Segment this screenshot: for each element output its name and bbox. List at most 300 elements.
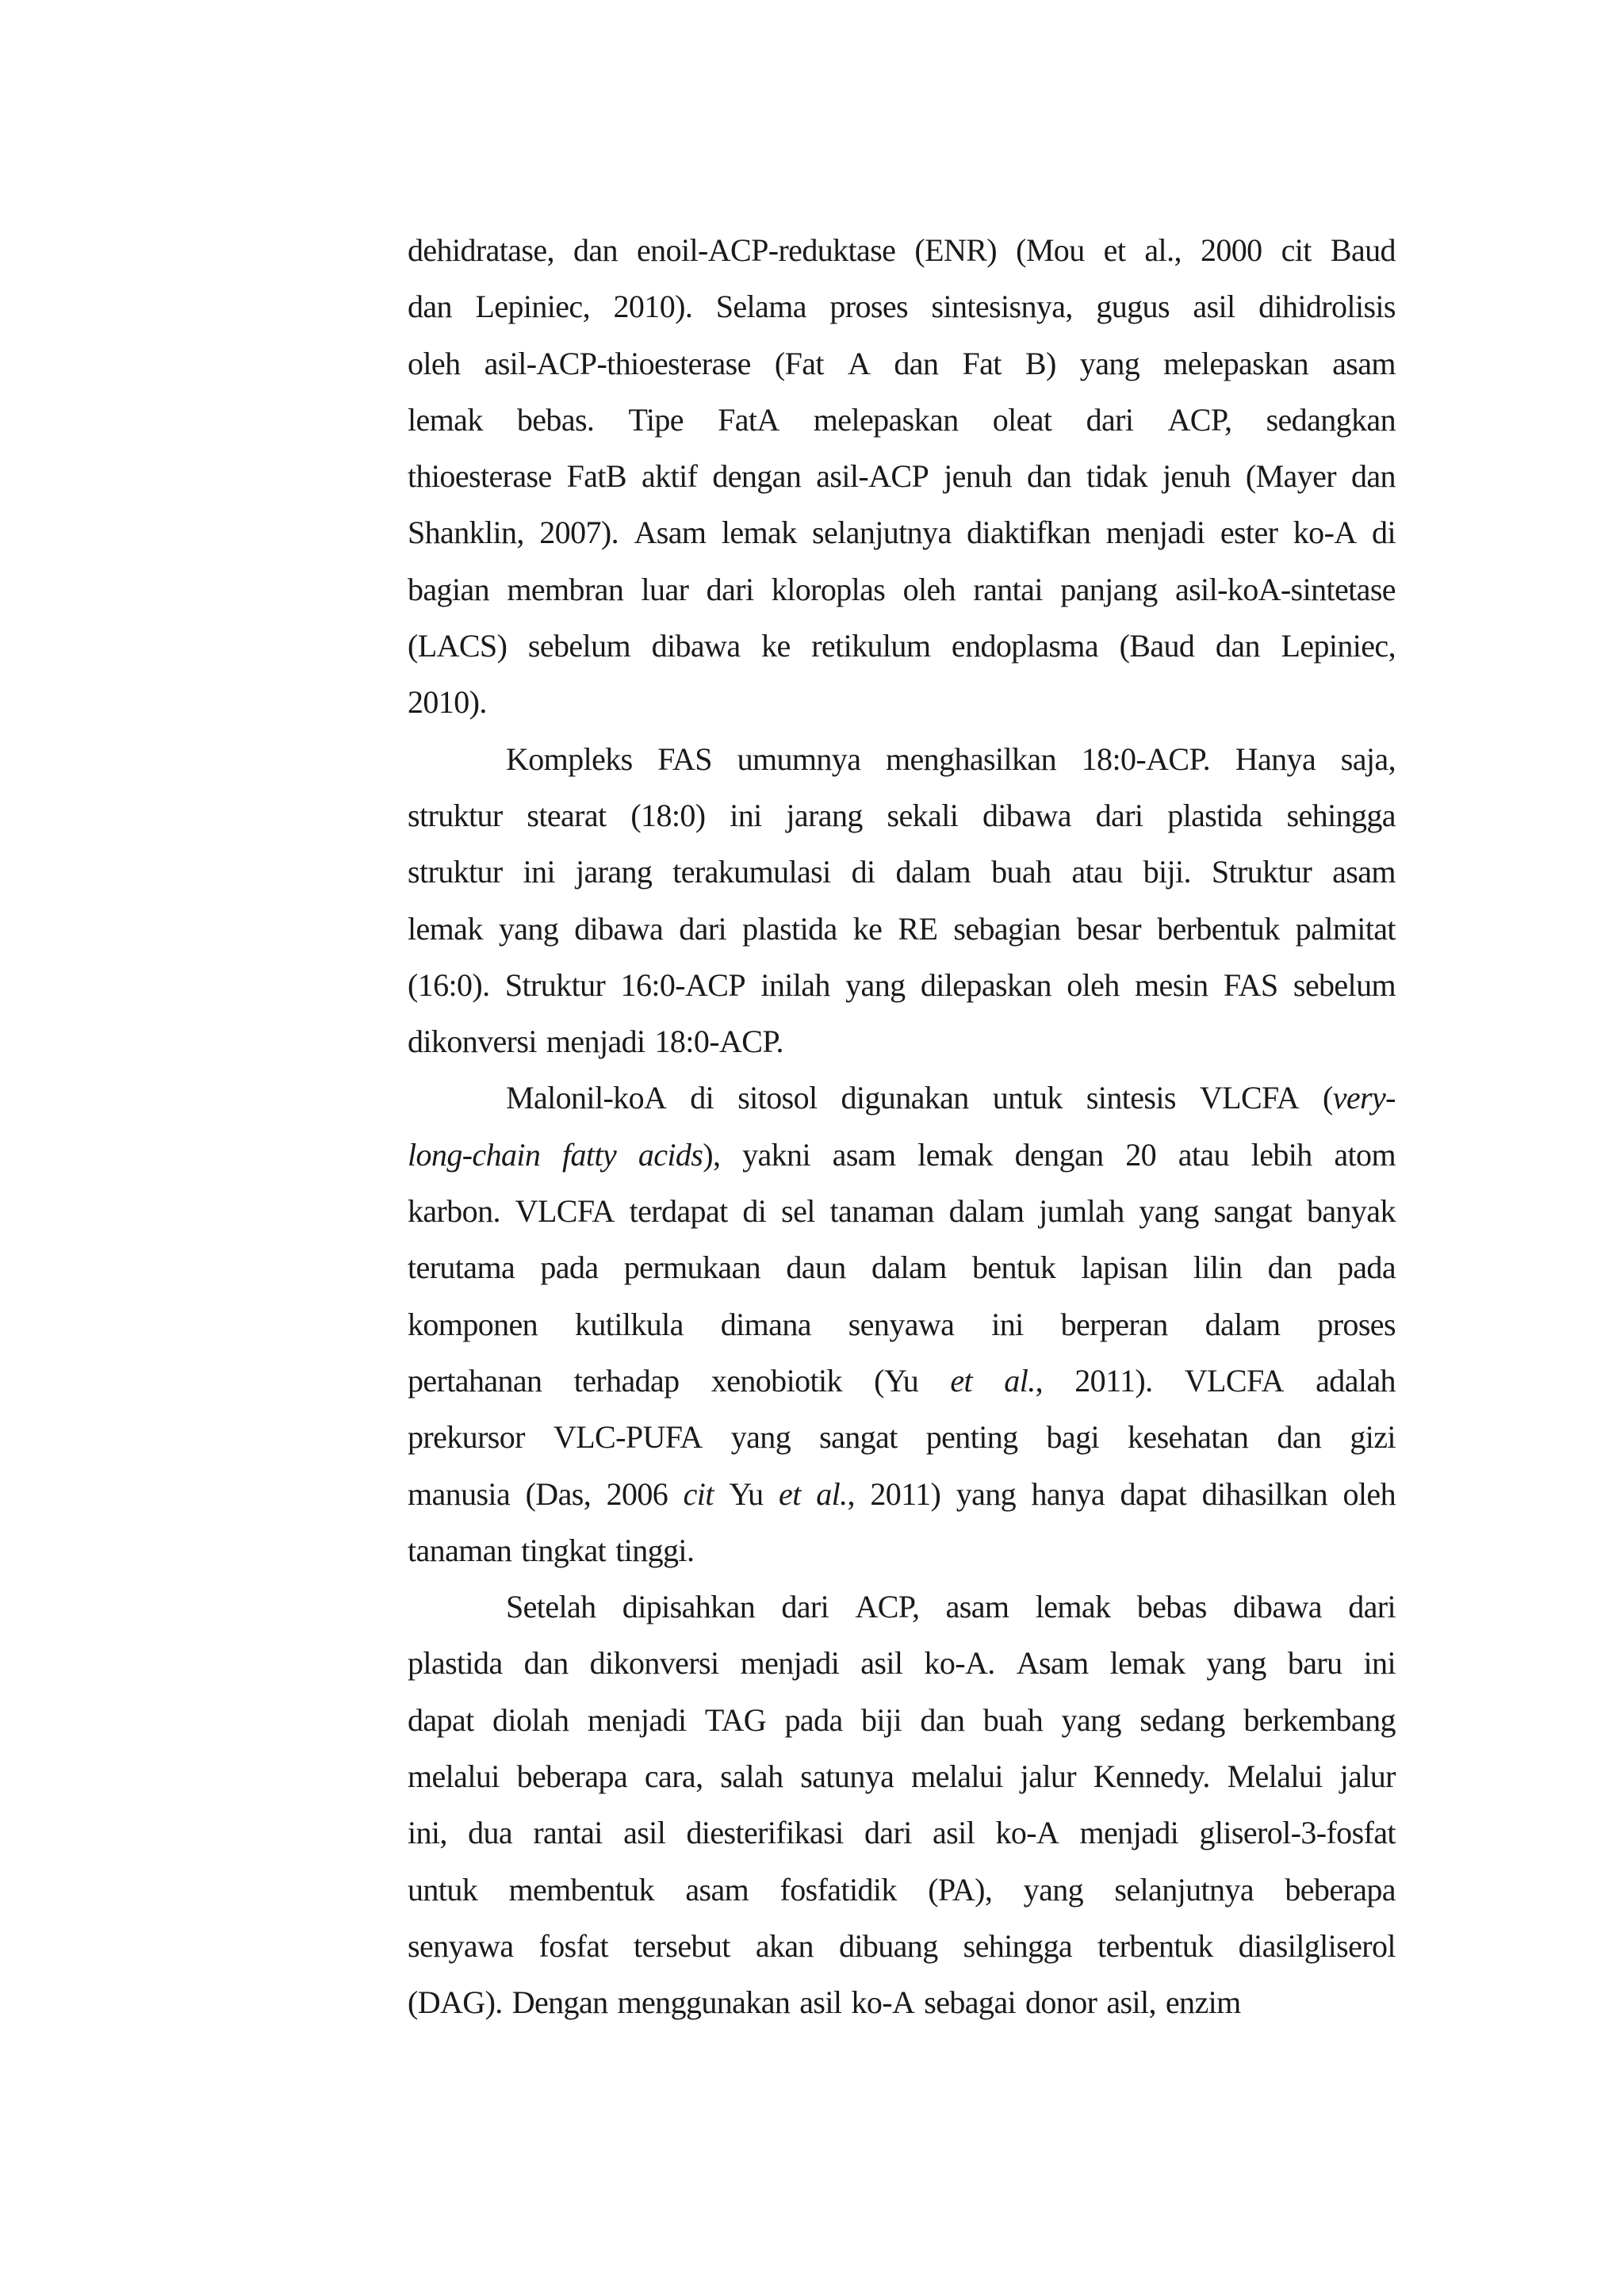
text-fragment: VLC-PUFA: [553, 1419, 703, 1456]
word: [408, 1692, 474, 1748]
text-line: [408, 1578, 1396, 1635]
text-fragment: dua: [468, 1815, 513, 1851]
text-fragment: dan: [1027, 458, 1071, 495]
word: [1025, 1974, 1097, 2030]
text-fragment: terdapat: [629, 1193, 728, 1230]
text-fragment: hanya: [1031, 1475, 1105, 1512]
text-fragment: jalur: [1020, 1758, 1076, 1795]
text-fragment: struktur: [408, 797, 503, 833]
word: [1296, 901, 1396, 957]
text-fragment: jarang: [575, 854, 653, 890]
text-fragment: asam: [685, 1871, 749, 1908]
word: [991, 1296, 1023, 1353]
word: [1096, 278, 1170, 335]
word: [634, 504, 706, 561]
text-fragment: biji: [861, 1701, 902, 1738]
word: [874, 1353, 918, 1409]
text-fragment: lilin: [1193, 1249, 1243, 1286]
text-fragment: ACP,: [1167, 401, 1232, 438]
text-fragment: gizi: [1350, 1419, 1396, 1456]
word: [721, 1296, 811, 1353]
text-fragment: menghasilkan: [886, 740, 1056, 777]
word: [816, 448, 929, 504]
word: [1016, 222, 1085, 278]
text-fragment: tanaman: [408, 1532, 512, 1568]
word: [655, 1013, 783, 1070]
text-fragment: yang: [956, 1475, 1017, 1512]
text-fragment: senyawa: [848, 1306, 955, 1342]
text-fragment: permukaan: [623, 1249, 761, 1286]
word: [729, 1466, 763, 1522]
word: [833, 1127, 896, 1183]
text-fragment: dari: [706, 571, 754, 607]
word: [684, 1466, 714, 1522]
text-fragment: ini: [730, 797, 762, 833]
word: [1137, 1578, 1207, 1635]
text-fragment: 2011): [870, 1475, 941, 1512]
word: [914, 222, 997, 278]
word: [573, 222, 618, 278]
word: [1243, 1692, 1396, 1748]
text-fragment: Melalui: [1227, 1758, 1323, 1795]
word: [1246, 448, 1336, 504]
word: [614, 278, 693, 335]
text-fragment: oleh: [902, 571, 956, 607]
paragraph-p4: [408, 1578, 1396, 2030]
word: [949, 1183, 1025, 1239]
word: [1205, 1296, 1281, 1353]
text-fragment: kutilkula: [575, 1306, 684, 1342]
word: [521, 1522, 606, 1578]
text-line: [408, 222, 1396, 278]
word: [983, 1692, 1043, 1748]
text-line: [408, 504, 1396, 561]
word: [1163, 335, 1308, 392]
text-fragment: ini: [523, 854, 556, 890]
text-fragment: dalam: [1205, 1306, 1281, 1342]
word: [408, 1635, 503, 1691]
word: [756, 1918, 814, 1974]
word: [707, 561, 754, 618]
word: [1332, 335, 1396, 392]
text-line: [408, 901, 1396, 957]
word: [742, 1183, 766, 1239]
text-fragment: palmitat: [1295, 910, 1396, 947]
text-fragment: dan: [1350, 458, 1396, 495]
text-fragment: Kennedy.: [1093, 1758, 1210, 1795]
italic-fragment: very-: [1332, 1080, 1396, 1116]
word: [861, 1692, 902, 1748]
word: [637, 222, 895, 278]
word: [485, 335, 751, 392]
word: [1343, 1466, 1396, 1522]
text-fragment: fosfat: [538, 1927, 608, 1964]
text-fragment: Malonil-koA: [506, 1080, 667, 1116]
text-fragment: oleh: [1067, 966, 1120, 1003]
word: [1206, 1635, 1266, 1691]
word: [539, 1918, 608, 1974]
word: [871, 1239, 947, 1295]
text-fragment: kloroplas: [771, 571, 886, 607]
word: [1143, 844, 1191, 900]
text-line: [408, 1748, 1396, 1804]
text-fragment: (: [1323, 1080, 1333, 1116]
word: [523, 844, 555, 900]
word: [533, 1804, 602, 1861]
word: [924, 1635, 994, 1691]
word: [761, 618, 791, 674]
text-fragment: dari: [679, 910, 727, 947]
word: [408, 1296, 538, 1353]
word: [760, 957, 830, 1013]
word: [991, 844, 1051, 900]
word: [515, 1183, 615, 1239]
text-fragment: melalui: [911, 1758, 1003, 1795]
word: [1162, 448, 1231, 504]
word: [718, 392, 779, 448]
text-fragment: proses: [1317, 1306, 1396, 1342]
text-fragment: melepaskan: [1163, 345, 1309, 381]
word: [1082, 1239, 1168, 1295]
text-line: [408, 1353, 1396, 1409]
word: [408, 844, 503, 900]
text-fragment: senyawa: [408, 1927, 514, 1964]
text-fragment: dibawa: [982, 797, 1071, 833]
word: [624, 1239, 760, 1295]
word: [1199, 1804, 1396, 1861]
text-fragment: yang: [1206, 1645, 1266, 1682]
word: [1224, 957, 1278, 1013]
word: [995, 1804, 1059, 1861]
text-fragment: Selama: [715, 289, 806, 325]
word: [509, 1862, 654, 1918]
text-fragment: ),: [703, 1136, 721, 1173]
text-fragment: asil: [933, 1815, 975, 1851]
word: [526, 1466, 592, 1522]
text-fragment: (16:0).: [408, 966, 490, 1003]
word: [1228, 1748, 1323, 1804]
word: [1080, 1804, 1179, 1861]
text-fragment: dan: [1277, 1419, 1322, 1456]
text-fragment: untuk: [992, 1080, 1063, 1116]
word: [1287, 787, 1396, 844]
text-fragment: bebas: [1136, 1589, 1207, 1625]
text-fragment: RE: [898, 910, 938, 947]
word: [630, 787, 705, 844]
text-fragment: sebagai: [924, 1984, 1016, 2021]
word: [1332, 844, 1396, 900]
word: [781, 1183, 815, 1239]
word: [829, 278, 908, 335]
word: [926, 1409, 1018, 1465]
word: [1047, 1409, 1099, 1465]
word: [812, 504, 952, 561]
text-line: [408, 1466, 1396, 1522]
text-line: [408, 392, 1396, 448]
text-fragment: sitosol: [737, 1080, 818, 1116]
text-line: [408, 1918, 1396, 1974]
text-fragment: yang: [1061, 1701, 1121, 1738]
word: [607, 1466, 668, 1522]
text-fragment: sebelum: [1293, 966, 1396, 1003]
word: [1015, 1127, 1104, 1183]
text-line: [408, 1522, 1396, 1578]
text-fragment: jenuh: [944, 458, 1013, 495]
text-fragment: dalam: [895, 854, 971, 890]
paragraph-p1: [408, 222, 1396, 731]
text-fragment: Tipe: [628, 401, 684, 438]
text-fragment: atau: [1071, 854, 1123, 890]
text-fragment: ,: [847, 1475, 855, 1512]
text-fragment: 18:0-ACP.: [1081, 740, 1211, 777]
word: [588, 1692, 687, 1748]
word: [408, 1013, 537, 1070]
word: [638, 1127, 721, 1183]
text-fragment: berbentuk: [1157, 910, 1280, 947]
text-fragment: thioesterase: [408, 458, 552, 495]
text-fragment: dihasilkan: [1201, 1475, 1328, 1512]
text-fragment: enzim: [1165, 1984, 1241, 2021]
word: [506, 1070, 666, 1126]
text-fragment: dehidratase,: [408, 232, 554, 268]
italic-fragment: et: [950, 1362, 973, 1399]
text-fragment: dari: [864, 1815, 912, 1851]
word: [634, 1918, 730, 1974]
word: [524, 1635, 569, 1691]
text-fragment: oleh: [1342, 1475, 1396, 1512]
word: [1316, 1353, 1396, 1409]
italic-fragment: et: [779, 1475, 801, 1512]
text-fragment: asil-koA-sintetase: [1174, 571, 1396, 607]
text-fragment: terbentuk: [1097, 1927, 1213, 1964]
word: [623, 1804, 665, 1861]
text-fragment: sangat: [1213, 1193, 1293, 1230]
word: [1235, 731, 1316, 787]
word: [540, 1239, 598, 1295]
word: [956, 1466, 1016, 1522]
word: [408, 901, 483, 957]
text-fragment: stearat: [527, 797, 607, 833]
text-fragment: banyak: [1306, 1193, 1396, 1230]
text-fragment: yang: [730, 1419, 791, 1456]
text-fragment: bagi: [1046, 1419, 1099, 1456]
text-fragment: sintesisnya,: [931, 289, 1073, 325]
text-fragment: lemak: [721, 515, 797, 551]
word: [967, 504, 1090, 561]
word: [1285, 1862, 1396, 1918]
text-fragment: yang: [498, 910, 559, 947]
text-line: [408, 1804, 1396, 1861]
word: [408, 1409, 525, 1465]
word: [1061, 1296, 1168, 1353]
text-fragment: umumnya: [737, 740, 861, 777]
text-fragment: asam: [832, 1136, 896, 1173]
word: [993, 392, 1052, 448]
word: [1125, 1127, 1156, 1183]
word: [712, 448, 801, 504]
text-fragment: besar: [1076, 910, 1141, 947]
word: [924, 1974, 1016, 2030]
italic-fragment: long-chain: [408, 1136, 541, 1173]
word: [642, 448, 697, 504]
word: [468, 1804, 512, 1861]
word: [1341, 731, 1396, 787]
word: [408, 1239, 515, 1295]
word: [527, 787, 606, 844]
text-fragment: sekali: [887, 797, 959, 833]
text-fragment: yang: [1023, 1871, 1084, 1908]
word: [645, 1748, 703, 1804]
text-fragment: bentuk: [971, 1249, 1056, 1286]
word: [742, 1127, 810, 1183]
text-fragment: yang: [845, 966, 906, 1003]
word: [1021, 1748, 1076, 1804]
word: [574, 901, 663, 957]
text-line: [408, 1013, 1396, 1070]
text-fragment: dihidrolisis: [1258, 289, 1396, 325]
word: [816, 1466, 855, 1522]
word: [685, 1862, 749, 1918]
text-fragment: tersebut: [634, 1927, 730, 1964]
word: [652, 618, 741, 674]
italic-fragment: al.: [1004, 1362, 1036, 1399]
text-fragment: biji.: [1143, 854, 1191, 890]
text-fragment: dari: [1348, 1589, 1396, 1625]
text-fragment: baru: [1287, 1645, 1342, 1682]
word: [1024, 1862, 1083, 1918]
text-fragment: (Das,: [525, 1475, 592, 1512]
text-fragment: fosfatidik: [779, 1871, 897, 1908]
text-fragment: jarang: [786, 797, 863, 833]
word: [903, 561, 956, 618]
text-fragment: (ENR): [914, 232, 998, 268]
word: [1120, 1466, 1187, 1522]
word: [1094, 1748, 1210, 1804]
italic-fragment: acids: [638, 1136, 703, 1173]
word: [1080, 335, 1139, 392]
text-fragment: Lepiniec,: [475, 289, 590, 325]
text-fragment: (18:0): [630, 797, 706, 833]
word: [841, 1070, 968, 1126]
word: [786, 787, 862, 844]
text-line: [408, 674, 1396, 730]
text-fragment: asil,: [1106, 1984, 1156, 2021]
word: [1372, 504, 1396, 561]
text-fragment: sangat: [819, 1419, 898, 1456]
text-fragment: asam: [1332, 345, 1396, 381]
text-fragment: ACP,: [855, 1589, 920, 1625]
text-fragment: ,: [1035, 1362, 1044, 1399]
word: [590, 1635, 719, 1691]
text-fragment: menjadi: [1079, 1815, 1179, 1851]
text-fragment: sedang: [1139, 1701, 1225, 1738]
word: [972, 1239, 1055, 1295]
word: [1060, 561, 1157, 618]
text-fragment: xenobiotik: [710, 1362, 842, 1399]
text-line: [408, 957, 1396, 1013]
word: [1364, 1635, 1396, 1691]
text-fragment: sebagian: [953, 910, 1061, 947]
word: [772, 561, 885, 618]
text-fragment: yakni: [742, 1136, 810, 1173]
word: [562, 1127, 616, 1183]
word: [1157, 901, 1280, 957]
word: [1307, 1183, 1396, 1239]
text-fragment: Setelah: [506, 1589, 596, 1625]
italic-fragment: fatty: [562, 1136, 617, 1173]
text-fragment: dipisahkan: [622, 1589, 756, 1625]
text-fragment: aktif: [642, 458, 698, 495]
word: [716, 278, 806, 335]
word: [1214, 1183, 1293, 1239]
word: [408, 222, 554, 278]
word: [851, 1974, 914, 2030]
word: [408, 674, 487, 730]
word: [575, 1296, 684, 1353]
word: [779, 1466, 801, 1522]
text-fragment: lemak: [408, 910, 483, 947]
word: [628, 392, 684, 448]
text-fragment: membentuk: [508, 1871, 654, 1908]
text-line: [408, 1070, 1396, 1126]
word: [1086, 1070, 1176, 1126]
text-fragment: lemak: [408, 401, 483, 438]
text-fragment: berkembang: [1243, 1701, 1396, 1738]
word: [517, 392, 594, 448]
word: [962, 335, 1001, 392]
word: [1110, 1635, 1185, 1691]
text-fragment: luar: [641, 571, 689, 607]
text-fragment: dibuang: [838, 1927, 938, 1964]
text-fragment: ini,: [408, 1815, 447, 1851]
text-fragment: dan: [573, 232, 618, 268]
word: [982, 787, 1071, 844]
word: [408, 1804, 447, 1861]
text-line: [408, 1692, 1396, 1748]
word: [546, 1013, 645, 1070]
italic-fragment: cit: [683, 1475, 714, 1512]
text-fragment: ke: [852, 910, 883, 947]
word: [1293, 957, 1396, 1013]
word: [506, 1578, 596, 1635]
word: [1251, 1127, 1312, 1183]
text-fragment: terakumulasi: [672, 854, 831, 890]
word: [1082, 731, 1210, 787]
text-line: [408, 1409, 1396, 1465]
word: [786, 1239, 845, 1295]
text-fragment: atom: [1334, 1136, 1396, 1173]
text-fragment: dari: [1086, 401, 1134, 438]
text-fragment: digunakan: [841, 1080, 969, 1116]
text-line: [408, 278, 1396, 335]
text-fragment: (Fat: [774, 345, 824, 381]
word: [1135, 957, 1208, 1013]
word: [1350, 1409, 1396, 1465]
word: [800, 1748, 894, 1804]
text-fragment: (Baud: [1119, 628, 1195, 664]
word: [408, 1862, 477, 1918]
text-line: [408, 844, 1396, 900]
text-fragment: saja,: [1340, 740, 1396, 777]
word: [705, 1692, 766, 1748]
text-fragment: asam: [945, 1589, 1009, 1625]
word: [1340, 1748, 1396, 1804]
word: [933, 1804, 975, 1861]
word: [973, 561, 1042, 618]
word: [1144, 222, 1181, 278]
text-fragment: (PA),: [928, 1871, 993, 1908]
text-fragment: asam: [1332, 854, 1396, 890]
